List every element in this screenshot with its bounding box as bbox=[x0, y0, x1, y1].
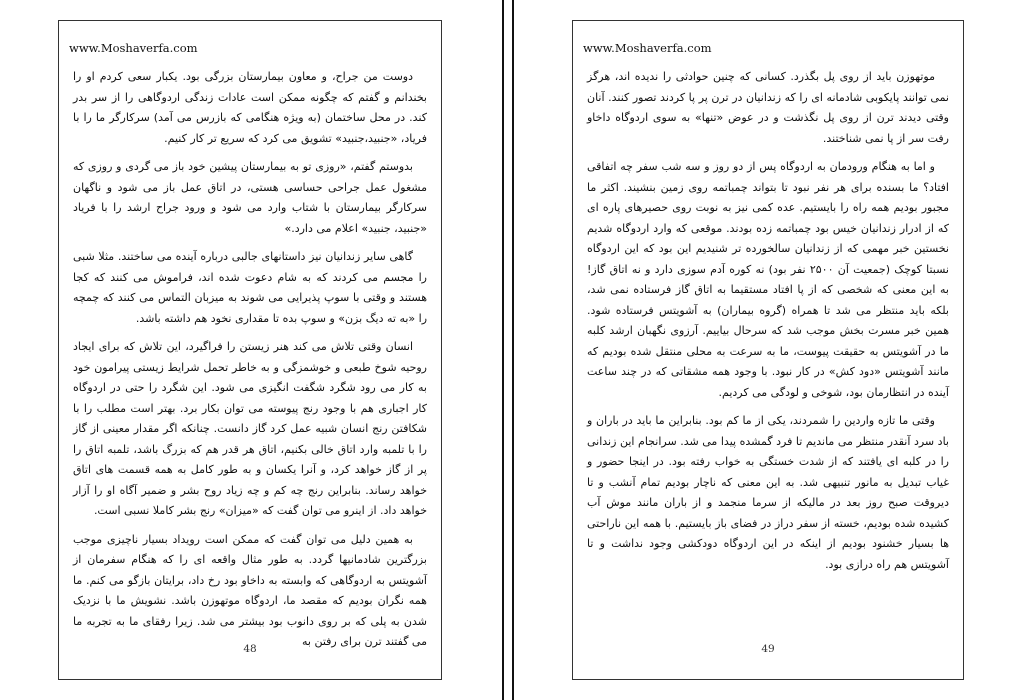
paragraph: انسان وقتی تلاش می کند هنر زیستن را فراگیرد، این تلاش که برای ایجاد روحیه شوخ طبعی و خوشمزگی و به خاطر تحمل شرایط زیستی پیرامون خود به کار می رود شگرد شگفت انگیزی می شود. این شگرد را حتی در اردوگاه کار اجباری هم با وجود رنج پیوسته می توان بکار برد. بهتر است مطلب را با شکافتن رنج انسان شبیه عمل کرد گاز دانست. چنانکه اگر مقدار معینی از گاز را با تلمبه وارد اتاق خالی بکنیم، اتاق هر قدر هم که بزرگ باشد، تلمبه اتاق را پر از گاز خواهد کرد، و آنرا یکسان و به طور کامل به همه قسمت های اتاق خواهد رساند. بنابراین رنج چه کم و چه زیاد روح بشر و ضمیر آگاه او را آزار خواهد داد. از اینرو می توان گفت که «میزان» رنج بشر کاملا نسبی است. bbox=[73, 340, 427, 517]
left-page-body bbox=[73, 67, 427, 661]
paragraph: وقتی ما تازه واردین را شمردند، یکی از ما کم بود. بنابراین ما باید در باران و باد سرد آنقدر منتظر می ماندیم تا فرد گمشده پیدا می شد. سرانجام این زندانی را در کلبه ای یافتند که از شدت خستگی به خواب رفته بود. در اینجا حضور و غیاب تبدیل به مانور تنبیهی شد. به این معنی که ناچار بودیم تمام آنشب و تا دیروقت صبح روز بعد در مالیکه از سرما منجمد و از باران مانند موش آب کشیده شده بودیم، خسته از سفر دراز در فضای باز بایستیم. با همه این ناراحتی ها بسیار خشنود بودیم از اینکه در این اردوگاه دودکشی وجود نداشت و تا آشویتس هم راه درازی بود. bbox=[587, 414, 949, 571]
right-page-frame bbox=[572, 20, 964, 680]
paragraph: دوست من جراح، و معاون بیمارستان بزرگی بود. یکبار سعی کردم او را بخندانم و گفتم که چگونه ممکن است عادات زندگی اردوگاهی را از سر بدر کند. در محل ساختمان (به ویژه هنگامی که بازرس می آمد) سرکارگر ما را با فریاد، «جنبید،جنبید» تشویق می کرد که سریع تر کار کنیم. bbox=[73, 70, 427, 145]
left-page-frame bbox=[58, 20, 442, 680]
right-page bbox=[512, 0, 1024, 700]
paragraph: و اما به هنگام ورودمان به اردوگاه پس از دو روز و سه شب سفر چه اتفاقی افتاد؟ ما بسنده برای هر نفر نبود تا بتواند چمباتمه روی زمین بنشیند. اکثر ما مجبور بودیم همه راه را بایستیم. عده کمی نیز به نوبت روی حصیرهای پاره ای که از ادرار زندانیان خیس بود چمباتمه زده بودند. موقعی که وارد اردوگاه شدیم نخستین خبر مهمی که از زندانیان سالخورده تر شنیدیم این بود که این اردوگاه نسبتا کوچک (جمعیت آن ۲۵۰۰ نفر بود) نه کوره آدم سوزی دارد و نه اتاق گاز! به این معنی که شخصی که از پا افتاد مستقیما به اتاق گاز فرستاده نمی شد، بلکه باید منتظر می شد تا همراه (گروه بیماران) به آشویتس فرستاده شود. همین خبر مسرت بخش موجب شد که سرحال بیاییم. آرزوی نگهبان ارشد کلبه ما در آشویتس به حقیقت پیوست، ما به سرعت به محلی منتقل شده بودیم که مانند آشویتس «دود کش» در کار نبود. با وجود همه مشقاتی که در چند ساعت آینده در انتظارمان بود، شوخی و لودگی می کردیم. bbox=[587, 160, 949, 399]
page-number: 49 bbox=[761, 643, 775, 655]
paragraph: به همین دلیل می توان گفت که ممکن است رویداد بسیار ناچیزی موجب بزرگترین شادمانیها گردد. به طور مثال واقعه ای را که هنگام سفرمان از آشویتس به اردوگاهی که وابسته به داخاو بود رخ داد، برایتان بازگو می کنم. ما همه نگران بودیم که مقصد ما، اردوگاه موتهوزن باشد. نشویش ما با نزدیک شدن به پلی که بر روی دانوب بود بیشتر می شد. زیرا رفقای ما به تجربه ما می گفتند ترن برای رفتن به bbox=[73, 532, 427, 648]
left-page bbox=[0, 0, 504, 700]
paragraph: گاهی سایر زندانیان نیز داستانهای جالبی درباره آینده می ساختند. مثلا شبی را مجسم می کردند که به شام دعوت شده اند، فراموش می کنند که کجا هستند و وقتی با سوپ پذیرایی می شوند به میزبان التماس می کنند که چمچه را «به ته دیگ بزن» و سوپ بده تا مقداری نخود هم داشته باشد. bbox=[73, 250, 427, 325]
paragraph: بدوستم گفتم، «روزی تو به بیمارستان پیشین خود باز می گردی و روزی که مشغول عمل جراحی حساسی هستی، در اتاق عمل باز می شود و ناگهان سرکارگر بیمارستان با شتاب وارد می شود و ورود جراح ارشد را با فریاد «جنبید، جنبید» اعلام می دارد.» bbox=[73, 160, 427, 235]
website-header: www.Moshaverfa.com bbox=[69, 41, 198, 55]
paragraph: موتهوزن باید از روی پل بگذرد. کسانی که چنین حوادثی را ندیده اند، هرگز نمی توانند پایکوبی شادمانه ای را که زندانیان در ترن پر پا کردند تصور کنند. آنان وقتی دیدند ترن از روی پل نگذشت و در عوض «تنها» به سوی اردوگاه داخاو رفت سر از پا نمی شناختند. bbox=[587, 70, 949, 145]
right-page-body bbox=[587, 67, 949, 583]
website-header: www.Moshaverfa.com bbox=[583, 41, 712, 55]
page-number: 48 bbox=[243, 643, 257, 655]
